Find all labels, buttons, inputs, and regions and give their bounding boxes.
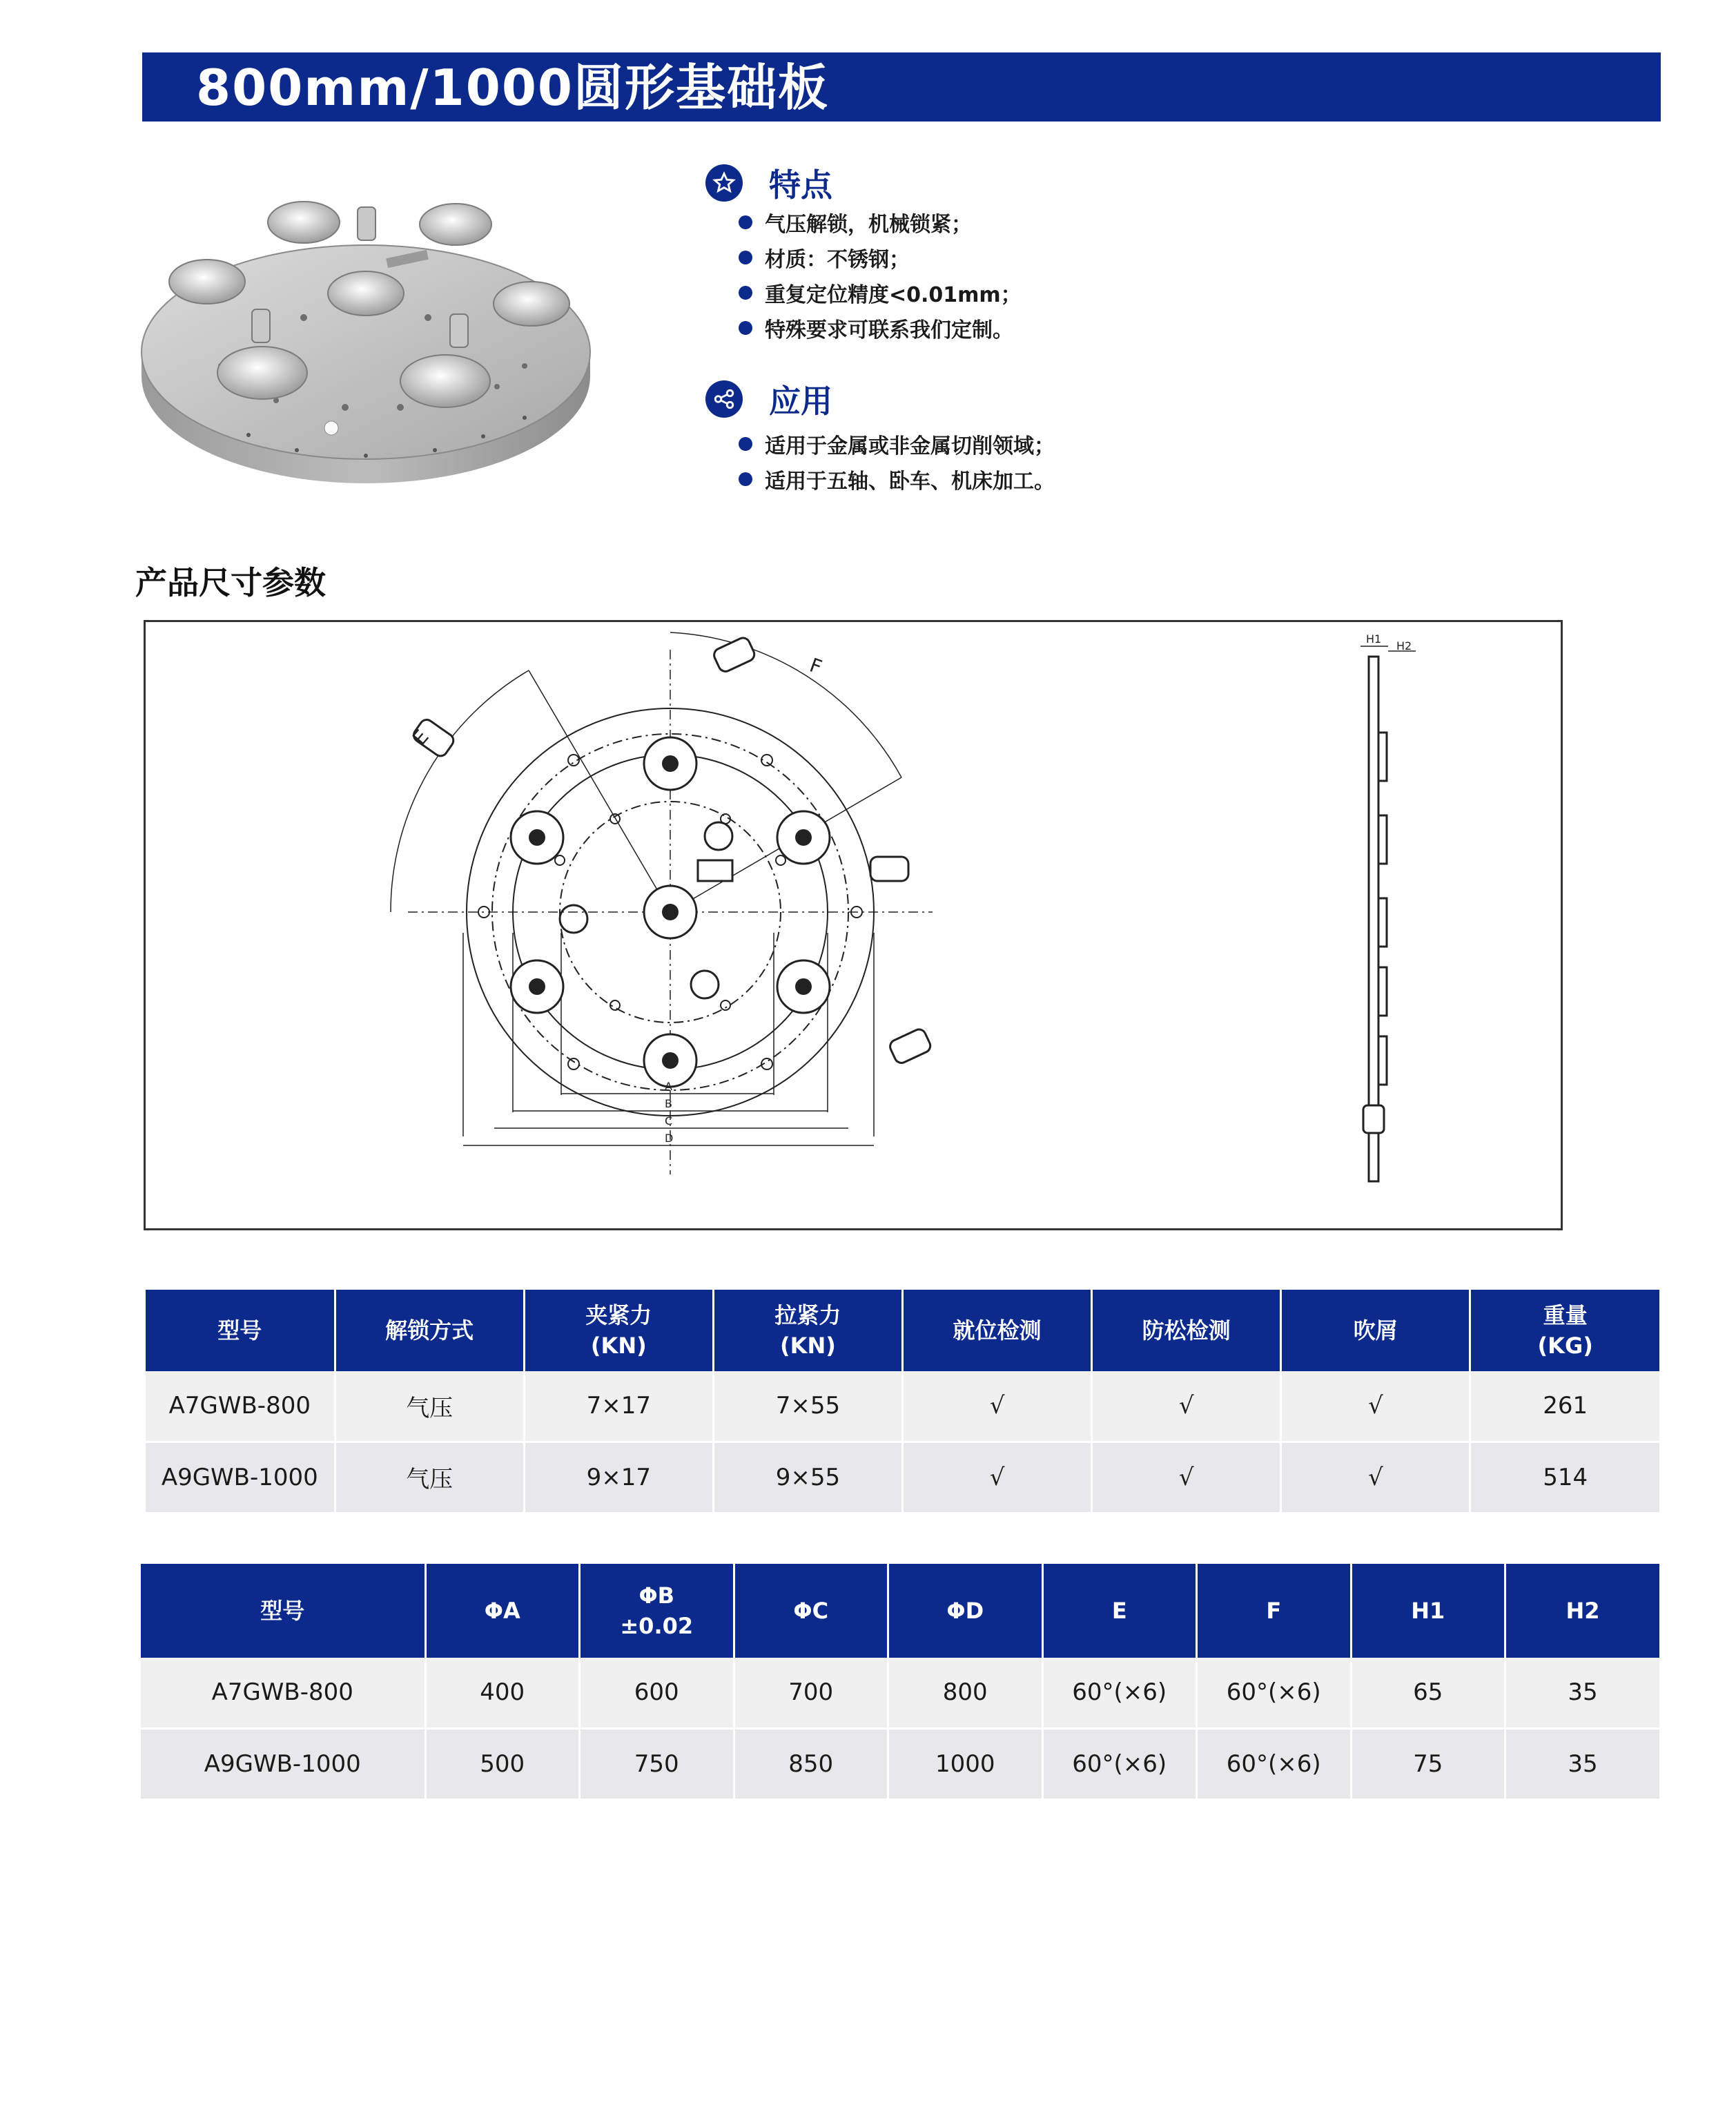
table-header-row [146,1290,1659,1371]
table-cell: 35 [1505,1728,1660,1799]
dimensions-heading: 产品尺寸参数 [135,564,326,601]
table-cell: A7GWB-800 [146,1371,335,1442]
table-header: ΦA [425,1564,580,1658]
label-E: E [408,725,433,750]
label-C: C [665,1114,673,1127]
product-photo [138,180,594,483]
table-cell: 60°(×6) [1197,1658,1352,1728]
table-cell: 60°(×6) [1042,1728,1197,1799]
spec-table-2 [141,1564,1659,1799]
table-cell: 65 [1351,1658,1505,1728]
table-cell: 800 [888,1658,1043,1728]
drawing-svg [146,622,1561,1228]
bullet-icon [739,437,752,451]
table-cell: 500 [425,1728,580,1799]
table-cell: 60°(×6) [1042,1658,1197,1728]
table-header: 吹屑 [1281,1290,1470,1371]
table-cell: 气压 [335,1371,524,1442]
list-item: 适用于五轴、卧车、机床加工。 [739,461,1055,496]
table-header: F [1197,1564,1352,1658]
table-cell: 9×17 [524,1442,713,1512]
table-cell: √ [903,1371,1092,1442]
label-B: B [665,1097,672,1110]
table-header: 型号 [146,1290,335,1371]
table-row [141,1728,1659,1799]
table-cell: 700 [734,1658,888,1728]
table-header-row [141,1564,1659,1658]
table-row [146,1442,1659,1512]
list-item: 适用于金属或非金属切削领域； [739,426,1055,461]
table-header: 解锁方式 [335,1290,524,1371]
table-header: E [1042,1564,1197,1658]
features-list [739,204,1022,345]
label-H1: H1 [1366,632,1382,646]
label-F: F [806,653,826,679]
table-cell: 1000 [888,1728,1043,1799]
list-item: 气压解锁，机械锁紧； [739,204,1022,240]
table-header: 就位检测 [903,1290,1092,1371]
table-header: 型号 [141,1564,425,1658]
table-header: ΦD [888,1564,1043,1658]
technical-drawing [144,620,1563,1230]
bullet-icon [739,321,752,335]
applications-title: 应用 [769,382,832,420]
table-header: 防松检测 [1092,1290,1281,1371]
list-item: 特殊要求可联系我们定制。 [739,310,1022,345]
table-cell: √ [903,1442,1092,1512]
label-H2: H2 [1396,639,1412,652]
table-header: ΦC [734,1564,888,1658]
bullet-icon [739,472,752,486]
label-A: A [665,1080,672,1093]
applications-heading [705,376,832,422]
share-icon [705,380,743,418]
title-bar [142,52,1661,122]
list-item: 材质：不锈钢； [739,240,1022,275]
table-cell: 60°(×6) [1197,1728,1352,1799]
table-cell: 600 [580,1658,734,1728]
table-header: H1 [1351,1564,1505,1658]
table-cell: 9×55 [713,1442,902,1512]
features-title: 特点 [769,166,832,204]
table-cell: 7×17 [524,1371,713,1442]
table-cell: 75 [1351,1728,1505,1799]
table-cell: 850 [734,1728,888,1799]
star-icon [705,164,743,202]
table-cell: 261 [1470,1371,1659,1442]
bullet-icon [739,251,752,264]
table-cell: √ [1092,1371,1281,1442]
table-cell: 750 [580,1728,734,1799]
table-cell: A7GWB-800 [141,1658,425,1728]
bullet-icon [739,215,752,229]
table-header: 夹紧力 (KN) [524,1290,713,1371]
features-heading [705,160,832,206]
table-cell: 400 [425,1658,580,1728]
table-header: ΦB ±0.02 [580,1564,734,1658]
table-row [141,1658,1659,1728]
table-cell: 7×55 [713,1371,902,1442]
list-item: 重复定位精度<0.01mm； [739,275,1022,310]
table-cell: √ [1281,1442,1470,1512]
table-cell: 气压 [335,1442,524,1512]
table-header: 拉紧力 (KN) [713,1290,902,1371]
table-cell: √ [1092,1442,1281,1512]
table-header: 重量 (KG) [1470,1290,1659,1371]
page-title: 800mm/1000圆形基础板 [196,59,830,117]
applications-list [739,426,1055,496]
spec-table-1 [146,1290,1659,1512]
table-header: H2 [1505,1564,1660,1658]
table-cell: 514 [1470,1442,1659,1512]
bullet-icon [739,286,752,300]
table-row [146,1371,1659,1442]
table-cell: A9GWB-1000 [146,1442,335,1512]
table-cell: 35 [1505,1658,1660,1728]
table-cell: √ [1281,1371,1470,1442]
label-D: D [665,1132,674,1145]
table-cell: A9GWB-1000 [141,1728,425,1799]
